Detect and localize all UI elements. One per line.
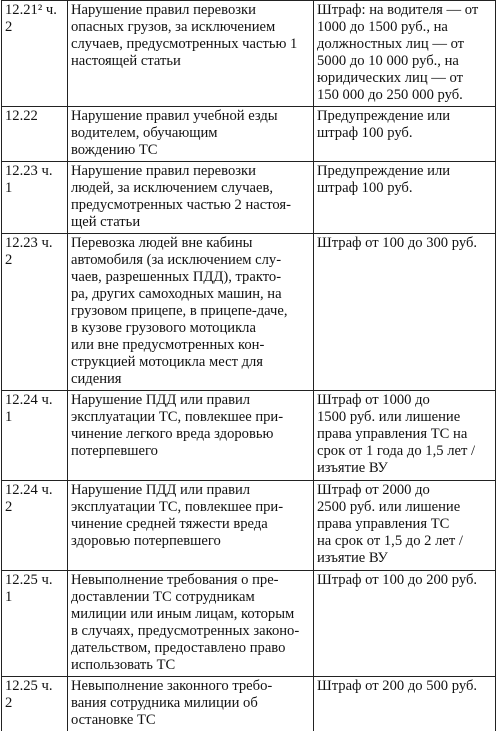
description-cell: Нарушение ПДД или правил эксплуатации ТС, повлекшее при- чинение легкого вреда здоровью потерпевшего [68,391,314,481]
article-cell: 12.21² ч. 2 [2,1,68,107]
article-cell: 12.22 [2,107,68,162]
article-cell: 12.25 ч. 1 [2,571,68,677]
penalty-cell: Штраф от 200 до 500 руб. [314,677,496,731]
description-cell: Нарушение правил учебной езды водителем, обучающим вождению ТС [68,107,314,162]
description-cell: Невыполнение требования о пре- доставлении ТС сотрудникам милиции или иным лицам, которым в случаях, предусмотренных законо- дательством, предоставлено право использовать ТС [68,571,314,677]
description-cell: Нарушение ПДД или правил эксплуатации ТС, повлекшее при- чинение средней тяжести вреда здоровью потерпевшего [68,481,314,571]
description-cell: Нарушение правил перевозки опасных грузов, за исключением случаев, предусмотренных частью 1 настоящей статьи [68,1,314,107]
article-cell: 12.24 ч. 1 [2,391,68,481]
description-cell: Нарушение правил перевозки людей, за исключением случаев, предусмотренных частью 2 настоя- щей статьи [68,162,314,234]
penalty-cell: Предупреждение или штраф 100 руб. [314,107,496,162]
table-row [2,1,496,107]
article-cell: 12.23 ч. 2 [2,234,68,391]
table-row [2,391,496,481]
penalty-cell: Штраф: на водителя — от 1000 до 1500 руб., на должностных лиц — от 5000 до 10 000 руб., на юридических лиц — от 150 000 до 250 000 руб. [314,1,496,107]
article-cell: 12.23 ч. 1 [2,162,68,234]
table-row [2,107,496,162]
description-cell: Невыполнение законного требо- вания сотрудника милиции об остановке ТС [68,677,314,731]
table-row [2,481,496,571]
article-cell: 12.24 ч. 2 [2,481,68,571]
penalties-table [1,0,496,731]
penalty-cell: Предупреждение или штраф 100 руб. [314,162,496,234]
table-row [2,234,496,391]
penalty-cell: Штраф от 1000 до 1500 руб. или лишение права управления ТС на срок от 1 года до 1,5 лет / изъятие ВУ [314,391,496,481]
description-cell: Перевозка людей вне кабины автомобиля (за исключением слу- чаев, разрешенных ПДД), тракто- ра, других самоходных машин, на грузовом прицепе, в прицепе-даче, в кузове грузового мотоцикла или вне предусмотренных кон- струкцией мотоцикла мест для сидения [68,234,314,391]
penalty-cell: Штраф от 100 до 300 руб. [314,234,496,391]
table-row [2,571,496,677]
table-row [2,162,496,234]
penalty-cell: Штраф от 100 до 200 руб. [314,571,496,677]
penalty-cell: Штраф от 2000 до 2500 руб. или лишение права управления ТС на срок от 1,5 до 2 лет / изъятие ВУ [314,481,496,571]
article-cell: 12.25 ч. 2 [2,677,68,731]
